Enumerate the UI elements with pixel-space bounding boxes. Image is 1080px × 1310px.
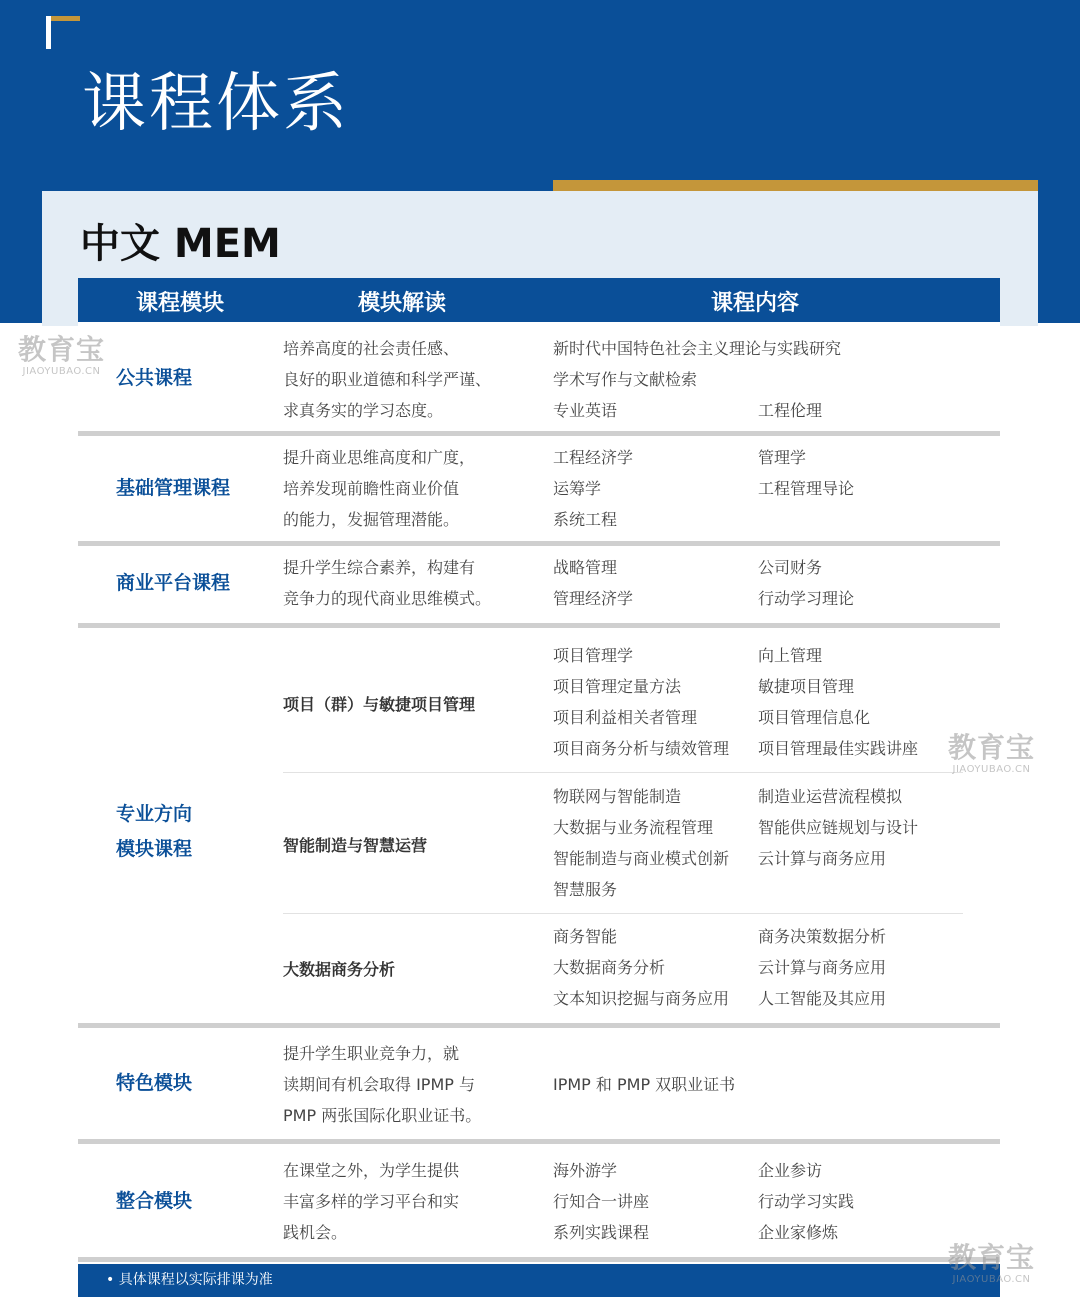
header-description: 模块解读 [358, 291, 447, 316]
course-list-left: IPMP 和 PMP 双职业证书 [553, 1075, 736, 1094]
header-module: 课程模块 [136, 291, 225, 316]
table-row-business [78, 546, 1000, 628]
module-description: 提升学生职业竞争力，就 读期间有机会取得 IPMP 与 PMP 两张国际化职业证书。 [283, 1044, 482, 1125]
subgroup-title: 大数据商务分析 [283, 960, 396, 979]
corner-bracket-icon [46, 16, 80, 49]
accent-bar [553, 180, 1038, 191]
course-list-left: 战略管理 管理经济学 [553, 558, 634, 608]
module-description: 提升学生综合素养，构建有 竞争力的现代商业思维模式。 [283, 558, 492, 608]
table-row-featured [78, 1028, 1000, 1144]
course-list-left: 商务智能 大数据商务分析 文本知识挖掘与商务应用 [553, 927, 730, 1008]
course-list-left: 新时代中国特色社会主义理论与实践研究 学术写作与文献检索 专业英语 [553, 339, 842, 420]
table-row-specialization [78, 628, 1000, 1028]
category-label: 整合模块 [116, 1190, 193, 1212]
table-row-integrated [78, 1144, 1000, 1262]
course-list-left: 海外游学 行知合一讲座 系列实践课程 [553, 1161, 650, 1242]
course-list-left: 工程经济学 运筹学 系统工程 [553, 448, 634, 529]
header-content: 课程内容 [711, 291, 800, 316]
subgroup-divider [283, 772, 963, 773]
subgroup-title: 项目（群）与敏捷项目管理 [283, 695, 476, 714]
course-list-left: 项目管理学 项目管理定量方法 项目利益相关者管理 项目商务分析与绩效管理 [553, 646, 730, 758]
category-label: 商业平台课程 [116, 572, 231, 594]
course-list-right: 工程伦理 [758, 401, 823, 420]
footer-note: • 具体课程以实际排课为准 [78, 1264, 1000, 1297]
program-title: 中文 MEM [80, 221, 281, 267]
table-header [78, 278, 1000, 322]
category-label: 专业方向 模块课程 [116, 803, 193, 860]
table-row-basic [78, 436, 1000, 546]
module-description: 在课堂之外，为学生提供 丰富多样的学习平台和实 践机会。 [283, 1161, 460, 1242]
category-label: 基础管理课程 [116, 477, 231, 499]
course-list-right: 公司财务 行动学习理论 [758, 558, 855, 608]
category-label: 公共课程 [116, 367, 193, 389]
watermark-logo: 教育宝 JIAOYUBAO.CN [948, 1241, 1036, 1285]
watermark-logo: 教育宝 JIAOYUBAO.CN [18, 333, 106, 377]
module-description: 提升商业思维高度和广度， 培养发现前瞻性商业价值 的能力，发掘管理潜能。 [283, 448, 476, 529]
course-list-right: 管理学 工程管理导论 [758, 448, 855, 498]
course-list-left: 物联网与智能制造 大数据与业务流程管理 智能制造与商业模式创新 智慧服务 [553, 787, 730, 899]
category-label: 特色模块 [116, 1072, 193, 1094]
watermark-logo: 教育宝 JIAOYUBAO.CN [948, 731, 1036, 775]
page-title: 课程体系 [82, 67, 350, 141]
course-list-right: 企业参访 行动学习实践 企业家修炼 [758, 1161, 855, 1242]
subgroup-divider [283, 913, 963, 914]
course-list-right: 向上管理 敏捷项目管理 项目管理信息化 项目管理最佳实践讲座 [758, 646, 919, 758]
table-row-public [78, 322, 1000, 436]
course-list-right: 制造业运营流程模拟 智能供应链规划与设计 云计算与商务应用 [758, 787, 919, 868]
module-description: 培养高度的社会责任感、 良好的职业道德和科学严谨、 求真务实的学习态度。 [283, 339, 492, 420]
subgroup-title: 智能制造与智慧运营 [283, 836, 428, 855]
course-list-right: 商务决策数据分析 云计算与商务应用 人工智能及其应用 [758, 927, 887, 1008]
